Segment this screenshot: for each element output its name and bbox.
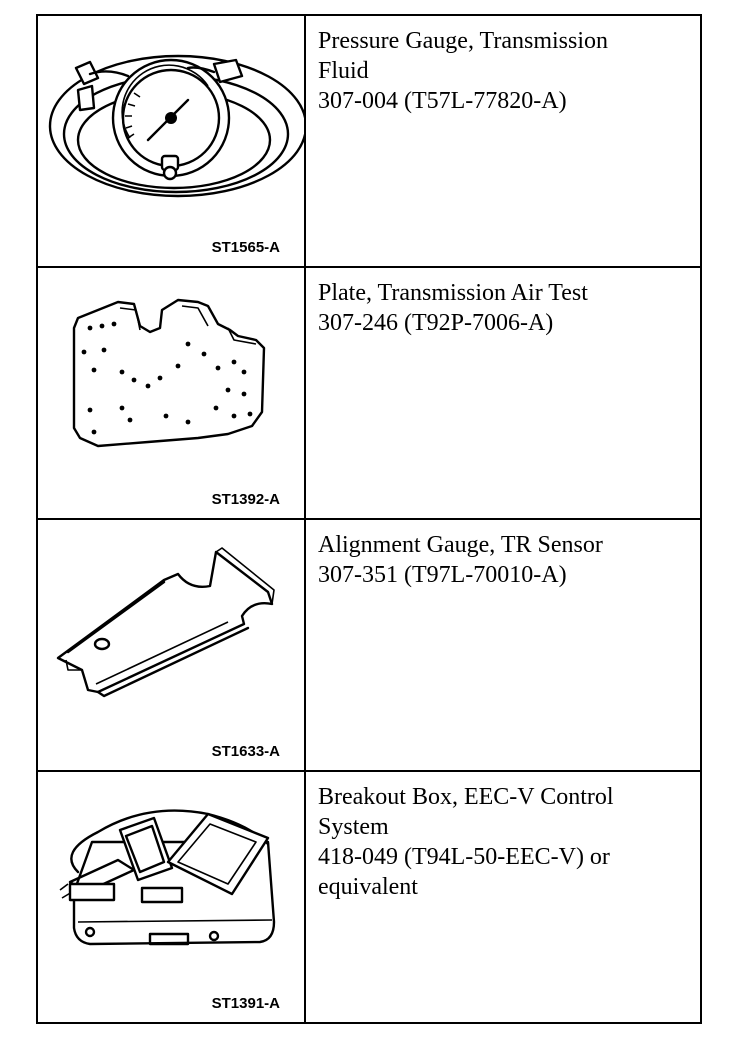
air-test-plate-drawing (38, 268, 304, 518)
tool-row-breakout-box (37, 771, 701, 1023)
tool-row-air-test-plate (37, 267, 701, 519)
tool-illustration-cell (37, 267, 305, 519)
breakout-box-drawing (38, 772, 304, 1022)
tool-description (305, 519, 701, 771)
tool-illustration-cell (37, 15, 305, 267)
tool-code: ST1392-A (211, 491, 280, 508)
tool-part-number: 307-351 (T97L-70010-A) (318, 562, 567, 588)
tool-description (305, 771, 701, 1023)
tool-name-line: Breakout Box, EEC-V Control (318, 784, 614, 810)
tool-code: ST1565-A (211, 239, 280, 256)
tool-part-number: 418-049 (T94L-50-EEC-V) or (318, 844, 610, 870)
tool-name-line: Alignment Gauge, TR Sensor (318, 532, 603, 558)
tool-illustration-cell (37, 519, 305, 771)
tool-code: ST1391-A (211, 995, 280, 1012)
pressure-gauge-drawing (38, 16, 304, 266)
tool-note-line: equivalent (318, 874, 418, 900)
tool-row-alignment-gauge (37, 519, 701, 771)
tool-code: ST1633-A (211, 743, 280, 760)
tool-name-line: Pressure Gauge, Transmission (318, 28, 609, 54)
tool-description (305, 15, 701, 267)
tool-row-pressure-gauge (37, 15, 701, 267)
tool-part-number: 307-246 (T92P-7006-A) (318, 310, 554, 336)
tool-name-line: Plate, Transmission Air Test (318, 280, 588, 306)
tool-name-line: System (318, 814, 389, 840)
tool-illustration-cell (37, 771, 305, 1023)
alignment-gauge-drawing (38, 520, 304, 770)
special-tools-table (36, 14, 702, 1024)
tool-name-line: Fluid (318, 58, 369, 84)
tool-part-number: 307-004 (T57L-77820-A) (318, 88, 567, 114)
tool-description (305, 267, 701, 519)
